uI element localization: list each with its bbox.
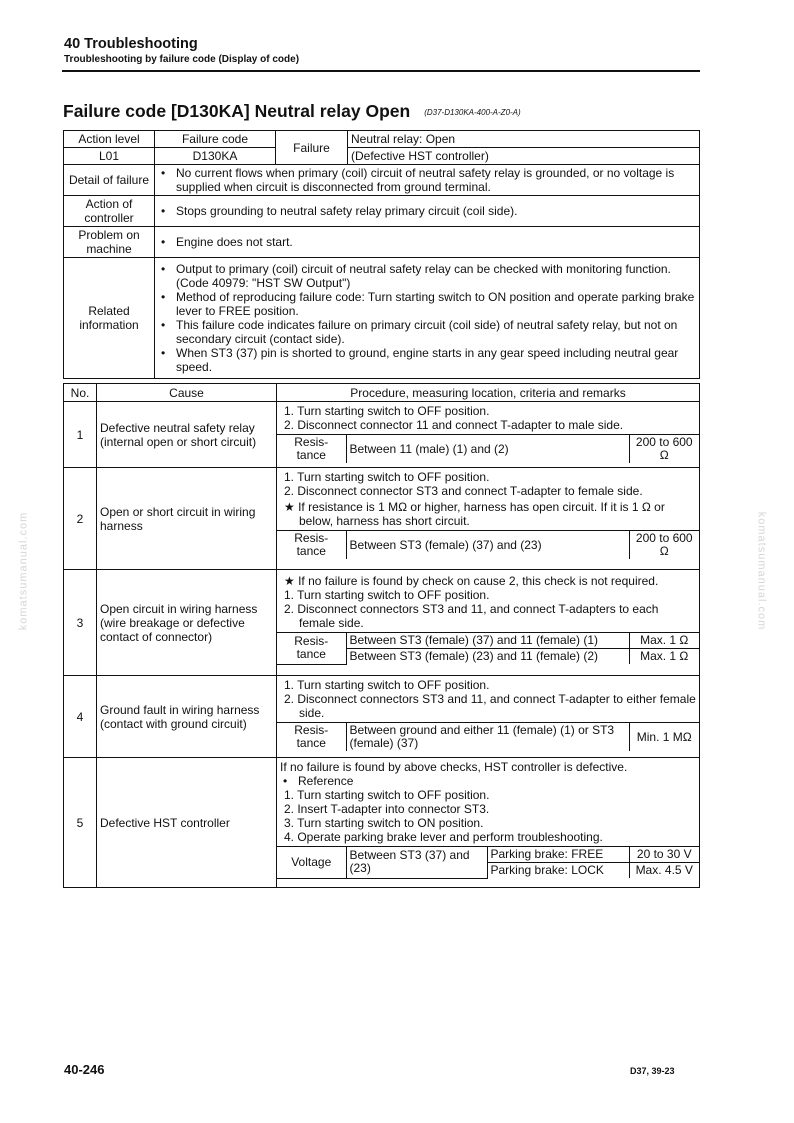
cause-number: 3 xyxy=(64,570,97,676)
col-cause-header: Cause xyxy=(97,384,277,402)
condition-label: Parking brake: FREE xyxy=(487,847,629,863)
measurement-table xyxy=(277,434,699,463)
cause-row-2 xyxy=(64,468,700,570)
action-level-value: L01 xyxy=(64,148,155,165)
criterion-value: Max. 4.5 V xyxy=(629,863,699,879)
procedure-step: 3. Turn starting switch to ON position. xyxy=(284,816,484,830)
measurement-location: Between ST3 (37) and (23) xyxy=(346,847,487,879)
measurement-table xyxy=(277,632,699,665)
procedure-step: 2. Disconnect connector ST3 and connect T-adapter to female side. xyxy=(284,484,643,498)
cause-description: Ground fault in wiring harness (contact with ground circuit) xyxy=(97,676,277,758)
failure-desc-line1: Neutral relay: Open xyxy=(348,131,700,148)
info-header-row xyxy=(64,131,700,148)
failure-desc-line2: (Defective HST controller) xyxy=(348,148,700,165)
cause-number: 1 xyxy=(64,402,97,468)
cause-number: 2 xyxy=(64,468,97,570)
cause-description: Open or short circuit in wiring harness xyxy=(97,468,277,570)
cause-number: 4 xyxy=(64,676,97,758)
measurement-type: Resis-tance xyxy=(277,723,346,752)
related-list xyxy=(158,262,696,374)
procedure-intro: If no failure is found by above checks, HST controller is defective. xyxy=(280,760,628,774)
failure-code-label: Failure code xyxy=(155,131,276,148)
problem-item: • Engine does not start. xyxy=(158,235,696,249)
procedure-step: 2. Disconnect connector 11 and connect T-adapter to male side. xyxy=(284,418,624,432)
watermark-right: komatsumanual.com xyxy=(755,511,768,631)
page-title-text: Failure code [D130KA] Neutral relay Open xyxy=(63,101,411,121)
problem-label: Problem on machine xyxy=(64,227,155,258)
measurement-table xyxy=(277,846,699,879)
cause-row-3 xyxy=(64,570,700,676)
related-item: • When ST3 (37) pin is shorted to ground, engine starts in any gear speed including neutral gear speed. xyxy=(158,346,696,374)
related-row xyxy=(64,258,700,379)
measurement-location: Between ST3 (female) (23) and 11 (female) (2) xyxy=(346,649,629,665)
cause-row-4 xyxy=(64,676,700,758)
measurement-table xyxy=(277,722,699,751)
page-number: 40-246 xyxy=(64,1062,105,1077)
measurement-location: Between 11 (male) (1) and (2) xyxy=(346,435,629,464)
procedure-step: 2. Disconnect connectors ST3 and 11, and connect T-adapter to either female side. xyxy=(284,692,696,720)
procedure-note: ★ If no failure is found by check on cause 2, this check is not required. xyxy=(284,574,659,588)
failure-code-value: D130KA xyxy=(155,148,276,165)
related-label: Related information xyxy=(64,258,155,379)
page-title xyxy=(63,101,521,122)
model-label: D37, 39-23 xyxy=(630,1066,675,1076)
info-value-row xyxy=(64,148,700,165)
procedure-note: ★ If resistance is 1 MΩ or higher, harness has open circuit. If it is 1 Ω or below, harness has short circuit. xyxy=(284,500,665,528)
detail-row xyxy=(64,165,700,196)
measurement-type: Resis-tance xyxy=(277,435,346,464)
cause-number: 5 xyxy=(64,758,97,888)
procedure-step: 1. Turn starting switch to OFF position. xyxy=(284,678,490,692)
reference-bullet: • Reference xyxy=(280,774,696,788)
measurement-location: Between ground and either 11 (female) (1) or ST3 (female) (37) xyxy=(346,723,629,752)
criterion-value: 20 to 30 V xyxy=(629,847,699,863)
problem-row xyxy=(64,227,700,258)
section-subtitle: Troubleshooting by failure code (Display of code) xyxy=(64,54,300,65)
measurement-type: Resis-tance xyxy=(277,633,346,665)
col-procedure-header: Procedure, measuring location, criteria and remarks xyxy=(277,384,700,402)
failure-label: Failure xyxy=(276,131,348,165)
measurement-table xyxy=(277,530,699,559)
detail-label: Detail of failure xyxy=(64,165,155,196)
criterion-value: 200 to 600 Ω xyxy=(629,531,699,560)
watermark-left: komatsumanual.com xyxy=(17,511,30,631)
related-item: • Output to primary (coil) circuit of neutral safety relay can be checked with monitoring function. (Code 40979: "HST SW Output") xyxy=(158,262,696,290)
criterion-value: Min. 1 MΩ xyxy=(629,723,699,752)
cause-row-1 xyxy=(64,402,700,468)
procedure-step: 1. Turn starting switch to OFF position. xyxy=(284,404,490,418)
procedure-step: 1. Turn starting switch to OFF position. xyxy=(284,788,490,802)
cause-description: Defective neutral safety relay (internal open or short circuit) xyxy=(97,402,277,468)
action-row xyxy=(64,196,700,227)
cause-description: Open circuit in wiring harness (wire breakage or defective contact of connector) xyxy=(97,570,277,676)
cause-description: Defective HST controller xyxy=(97,758,277,888)
procedure-step: 2. Insert T-adapter into connector ST3. xyxy=(284,802,490,816)
action-item: • Stops grounding to neutral safety relay primary circuit (coil side). xyxy=(158,204,696,218)
procedure-step: 1. Turn starting switch to OFF position. xyxy=(284,470,490,484)
related-item: • This failure code indicates failure on primary circuit (coil side) of neutral safety relay, but not on secondary circuit (contact side). xyxy=(158,318,696,346)
causes-header-row xyxy=(64,384,700,402)
condition-label: Parking brake: LOCK xyxy=(487,863,629,879)
cause-row-5 xyxy=(64,758,700,888)
page-title-code: (D37-D130KA-400-A-Z0-A) xyxy=(424,108,521,117)
action-label: Action of controller xyxy=(64,196,155,227)
procedure-step: 4. Operate parking brake lever and perform troubleshooting. xyxy=(284,830,603,844)
procedure-step: 1. Turn starting switch to OFF position. xyxy=(284,588,490,602)
related-item: • Method of reproducing failure code: Turn starting switch to ON position and operate parking brake lever to FREE position. xyxy=(158,290,696,318)
causes-table xyxy=(63,383,700,888)
col-no-header: No. xyxy=(64,384,97,402)
criterion-value: Max. 1 Ω xyxy=(629,649,699,665)
criterion-value: 200 to 600 Ω xyxy=(629,435,699,464)
section-title: 40 Troubleshooting xyxy=(64,36,198,52)
procedure-step: 2. Disconnect connectors ST3 and 11, and connect T-adapters to each female side. xyxy=(284,602,659,630)
measurement-type: Resis-tance xyxy=(277,531,346,560)
failure-info-table xyxy=(63,130,700,379)
action-level-label: Action level xyxy=(64,131,155,148)
detail-item: • No current flows when primary (coil) circuit of neutral safety relay is grounded, or no voltage is supplied when circuit is disconnected from ground terminal. xyxy=(158,166,696,194)
measurement-type: Voltage xyxy=(277,847,346,879)
header-divider xyxy=(62,70,700,72)
measurement-location: Between ST3 (female) (37) and (23) xyxy=(346,531,629,560)
criterion-value: Max. 1 Ω xyxy=(629,633,699,649)
measurement-location: Between ST3 (female) (37) and 11 (female) (1) xyxy=(346,633,629,649)
